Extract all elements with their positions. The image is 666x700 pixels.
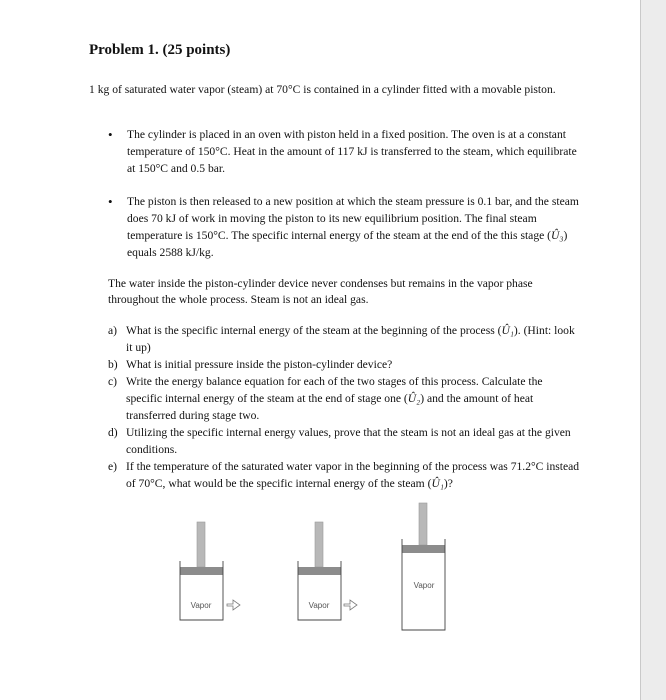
question-list xyxy=(108,322,580,492)
internal-energy-symbol: Û₁ xyxy=(501,324,514,337)
cylinder-stage-3 xyxy=(402,503,445,630)
piston-head xyxy=(180,567,223,575)
bullet-text-before: The piston is then released to a new position at which the steam pressure is 0.1 bar, and the steam does 70 kJ of work in moving the piston to its new equilibrium position. The final steam temperature is 150°C. The specific internal energy of the steam at the end of the this stage ( xyxy=(127,195,579,242)
question-item-a xyxy=(108,322,580,356)
internal-energy-symbol: Û₂ xyxy=(407,392,421,405)
vapor-label: Vapor xyxy=(190,601,212,610)
question-label: d) xyxy=(108,426,118,439)
question-text-before: Utilizing the specific internal energy values, prove that the steam is not an ideal gas at the given conditions. xyxy=(126,426,571,456)
bullet-text-after: ) equals 2588 kJ/kg. xyxy=(127,229,568,259)
question-text-before: What is the specific internal energy of the steam at the beginning of the process ( xyxy=(126,324,502,337)
internal-energy-symbol: Û₁ xyxy=(431,477,444,490)
question-text-after: ) and the amount of heat transferred during stage two. xyxy=(126,392,534,422)
vapor-label: Vapor xyxy=(413,581,435,590)
question-label: e) xyxy=(108,460,118,473)
question-item-c xyxy=(108,373,580,424)
piston-head xyxy=(298,567,341,575)
hollow-right-arrow-icon xyxy=(344,600,357,610)
problem-title: Problem 1. (25 points) xyxy=(89,42,231,58)
question-label: c) xyxy=(108,375,118,388)
piston-rod xyxy=(315,522,323,567)
bullet-item-stage-2 xyxy=(108,193,580,261)
piston-head xyxy=(402,545,445,553)
internal-energy-symbol: Û₃ xyxy=(551,229,564,242)
question-item-e xyxy=(108,458,580,492)
question-text-after: )? xyxy=(443,477,453,490)
question-label: b) xyxy=(108,358,118,371)
bullet-item-stage-1 xyxy=(108,126,580,177)
piston-rod xyxy=(197,522,205,567)
question-item-b xyxy=(108,356,580,373)
question-text-before: Write the energy balance equation for each of the two stages of this process. Calculate the specific internal energy of the steam at the end of stage one ( xyxy=(126,375,543,405)
bullet-text: The cylinder is placed in an oven with piston held in a fixed position. The oven is at a constant temperature of 150°C. Heat in the amount of 117 kJ is transferred to the steam, which equilibrate at 150°C and 0.5 bar. xyxy=(127,128,577,175)
piston-rod xyxy=(419,503,427,545)
vapor-label: Vapor xyxy=(308,601,330,610)
cylinder-stage-1 xyxy=(180,522,223,620)
question-text-before: If the temperature of the saturated water vapor in the beginning of the process was 71.2°C instead of 70°C, what would be the specific internal energy of the steam ( xyxy=(126,460,580,490)
question-text-before: What is initial pressure inside the piston-cylinder device? xyxy=(126,358,393,371)
stage-bullet-list xyxy=(108,126,580,261)
piston-cylinder-diagrams xyxy=(170,495,460,640)
cylinder-stage-2 xyxy=(298,522,341,620)
intro-paragraph: 1 kg of saturated water vapor (steam) at 70°C is contained in a cylinder fitted with a movable piston. xyxy=(89,83,556,96)
page-edge-divider xyxy=(640,0,641,700)
question-item-d xyxy=(108,424,580,458)
assumption-paragraph: The water inside the piston-cylinder device never condenses but remains in the vapor phase throughout the whole process. Steam is not an ideal gas. xyxy=(108,277,533,306)
question-label: a) xyxy=(108,324,118,337)
question-text-after: ). (Hint: look it up) xyxy=(126,324,575,354)
hollow-right-arrow-icon xyxy=(227,600,240,610)
